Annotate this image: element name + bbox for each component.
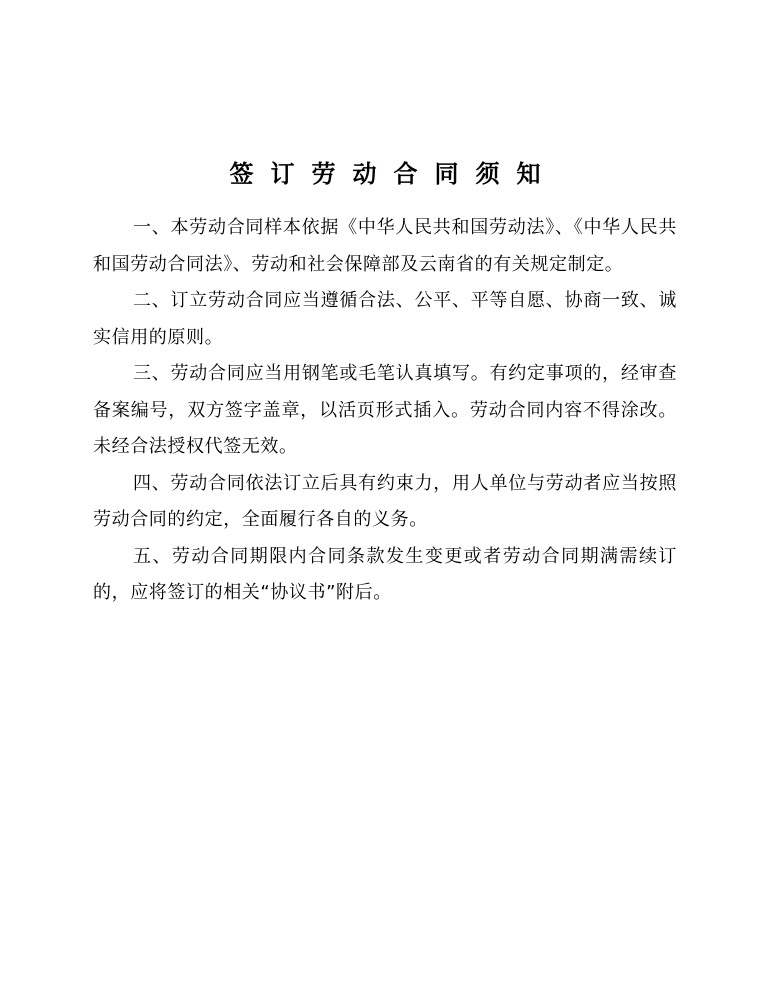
paragraph-5: 五、劳动合同期限内合同条款发生变更或者劳动合同期满需续订的，应将签订的相关“协议书”附后。 <box>93 545 677 603</box>
paragraph-4: 四、劳动合同依法订立后具有约束力，用人单位与劳动者应当按照劳动合同的约定，全面履行各自的义务。 <box>93 472 677 530</box>
document-title: 签订劳动合同须知 <box>229 160 558 189</box>
paragraph-1: 一、本劳动合同样本依据《中华人民共和国劳动法》、《中华人民共和国劳动合同法》、劳动和社会保障部及云南省的有关规定制定。 <box>93 217 677 275</box>
document-body <box>93 210 677 612</box>
paragraph-2: 二、订立劳动合同应当遵循合法、公平、平等自愿、协商一致、诚实信用的原则。 <box>93 290 677 348</box>
paragraph-3: 三、劳动合同应当用钢笔或毛笔认真填写。有约定事项的，经审查备案编号，双方签字盖章，以活页形式插入。劳动合同内容不得涂改。未经合法授权代签无效。 <box>93 363 677 457</box>
